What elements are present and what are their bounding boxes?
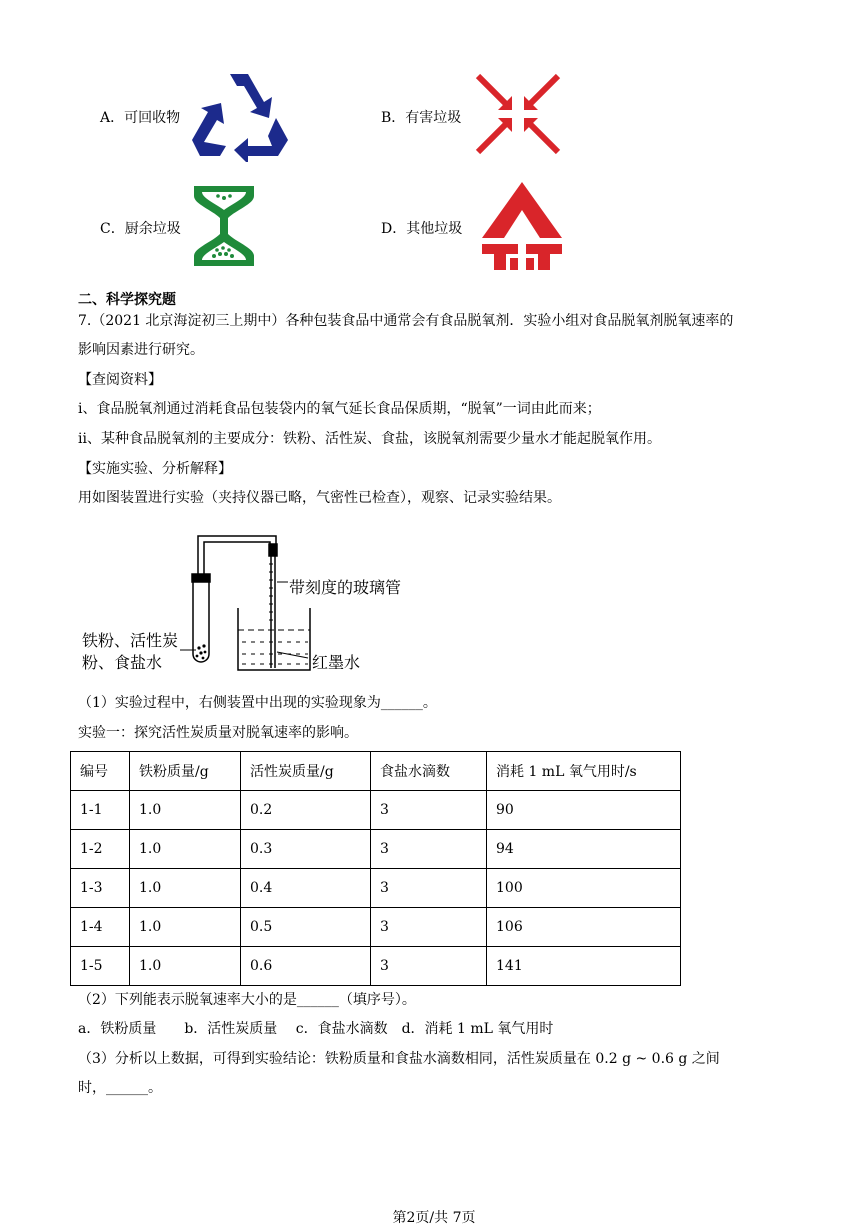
table-cell: 94 [487, 830, 681, 869]
table-cell: 1.0 [130, 908, 241, 947]
table-cell: 0.6 [241, 947, 371, 986]
table-cell: 1.0 [130, 830, 241, 869]
recycle-icon [190, 70, 290, 162]
table-cell: 1-2 [71, 830, 130, 869]
table-cell: 3 [371, 947, 487, 986]
experiment-1-title: 实验一：探究活性炭质量对脱氧速率的影响。 [78, 725, 358, 741]
table-cell: 106 [487, 908, 681, 947]
reference-item-ii: ii、某种食品脱氧剂的主要成分：铁粉、活性炭、食盐，该脱氧剂需要少量水才能起脱氧作用。 [78, 431, 661, 447]
question-2-options: a．铁粉质量 b．活性炭质量 c．食盐水滴数 d．消耗 1 mL 氧气用时 [78, 1021, 554, 1037]
table-header-cell: 食盐水滴数 [371, 752, 487, 791]
table-cell: 1-4 [71, 908, 130, 947]
other-waste-icon [480, 180, 564, 272]
table-cell: 3 [371, 791, 487, 830]
section-title: 二、科学探究题 [78, 292, 176, 308]
question-line-1: 7.（2021 北京海淀初三上期中）各种包装食品中通常会有食品脱氧剂．实验小组对食品脱氧剂脱氧速率的 [78, 313, 734, 329]
hazardous-waste-icon [474, 72, 562, 156]
contents-label-line-2: 粉、食盐水 [82, 653, 163, 672]
table-cell: 3 [371, 908, 487, 947]
graduated-tube-label: 带刻度的玻璃管 [289, 578, 402, 597]
table-cell: 0.5 [241, 908, 371, 947]
page-footer: 第2页/共 7页 [392, 1210, 476, 1226]
table-cell: 0.3 [241, 830, 371, 869]
table-cell: 1.0 [130, 791, 241, 830]
table-cell: 1-1 [71, 791, 130, 830]
reference-item-i: i、食品脱氧剂通过消耗食品包装袋内的氧气延长食品保质期，“脱氧”一词由此而来； [78, 401, 601, 417]
question-3-line-1: （3）分析以上数据，可得到实验结论：铁粉质量和食盐水滴数相同，活性炭质量在 0.2 g ~ 0.6 g 之间 [78, 1051, 720, 1067]
table-row [71, 947, 681, 986]
table-cell: 0.2 [241, 791, 371, 830]
table-cell: 100 [487, 869, 681, 908]
table-row [71, 830, 681, 869]
table-header-row [71, 752, 681, 791]
option-d-label: D．其他垃圾 [381, 221, 463, 237]
reference-heading: 【查阅资料】 [78, 372, 162, 388]
question-1: （1）实验过程中，右侧装置中出现的实验现象为______。 [78, 695, 437, 711]
table-cell: 90 [487, 791, 681, 830]
experiment-heading: 【实施实验、分析解释】 [78, 461, 232, 477]
table-cell: 0.4 [241, 869, 371, 908]
red-ink-label: 红墨水 [312, 653, 361, 672]
option-a-label: A．可回收物 [100, 110, 181, 126]
table-cell: 1-5 [71, 947, 130, 986]
question-3-line-2: 时，______。 [78, 1080, 162, 1096]
table-cell: 1.0 [130, 869, 241, 908]
table-header-cell: 消耗 1 mL 氧气用时/s [487, 752, 681, 791]
contents-label-line-1: 铁粉、活性炭 [82, 631, 179, 650]
table-cell: 141 [487, 947, 681, 986]
table-row [71, 869, 681, 908]
table-header-cell: 活性炭质量/g [241, 752, 371, 791]
table-row [71, 791, 681, 830]
kitchen-waste-icon [192, 184, 256, 268]
option-c-label: C．厨余垃圾 [100, 221, 181, 237]
question-2: （2）下列能表示脱氧速率大小的是______（填序号）。 [78, 992, 416, 1008]
apparatus-diagram [180, 522, 320, 682]
table-cell: 1-3 [71, 869, 130, 908]
question-line-2: 影响因素进行研究。 [78, 342, 204, 358]
experiment-intro: 用如图装置进行实验（夹持仪器已略，气密性已检查），观察、记录实验结果。 [78, 490, 561, 506]
results-table [70, 751, 681, 986]
table-cell: 1.0 [130, 947, 241, 986]
option-b-label: B．有害垃圾 [381, 110, 462, 126]
table-cell: 3 [371, 869, 487, 908]
table-row [71, 908, 681, 947]
table-header-cell: 编号 [71, 752, 130, 791]
table-header-cell: 铁粉质量/g [130, 752, 241, 791]
table-cell: 3 [371, 830, 487, 869]
